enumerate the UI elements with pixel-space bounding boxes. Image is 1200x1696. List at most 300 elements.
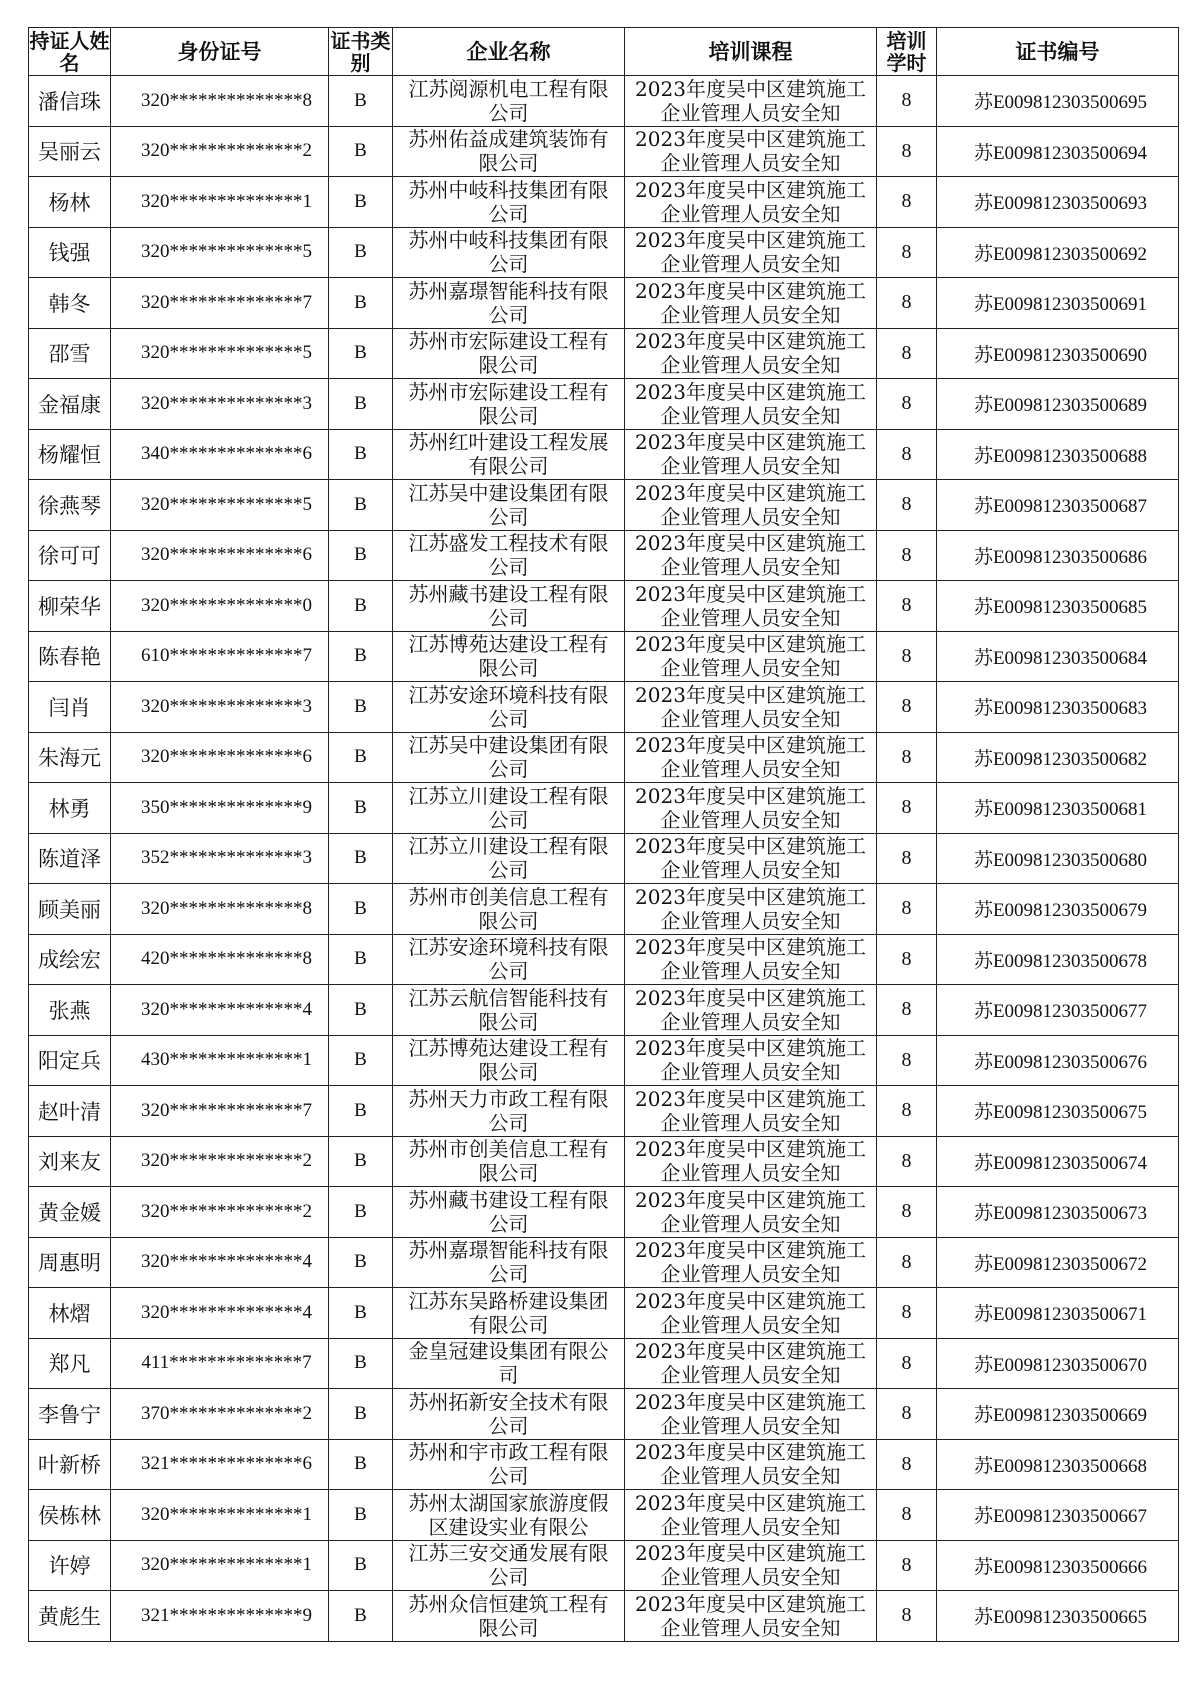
training-hours-cell: 8 bbox=[877, 1439, 937, 1490]
course-cell bbox=[625, 379, 877, 430]
holder-name-cell: 刘来友 bbox=[29, 1136, 111, 1187]
cert-number-cell: 苏E009812303500681 bbox=[937, 783, 1179, 834]
company-name-cell bbox=[393, 480, 625, 531]
table-row bbox=[29, 1086, 1179, 1137]
company-name-cell bbox=[393, 1389, 625, 1440]
holder-name-cell: 吴丽云 bbox=[29, 126, 111, 177]
table-row bbox=[29, 1540, 1179, 1591]
training-hours-cell: 8 bbox=[877, 1540, 937, 1591]
holder-name-cell: 金福康 bbox=[29, 379, 111, 430]
course-cell bbox=[625, 884, 877, 935]
holder-name-cell: 徐可可 bbox=[29, 530, 111, 581]
id-number-cell: 340**************6 bbox=[111, 429, 329, 480]
holder-name-cell: 徐燕琴 bbox=[29, 480, 111, 531]
cert-type-cell: B bbox=[329, 379, 393, 430]
header-company: 企业名称 bbox=[393, 28, 625, 76]
course-cell-text: 2023年度吴中区建筑施工企业管理人员安全知 bbox=[635, 430, 866, 479]
id-number-cell: 610**************7 bbox=[111, 631, 329, 682]
course-cell-text: 2023年度吴中区建筑施工企业管理人员安全知 bbox=[635, 884, 866, 933]
table-row bbox=[29, 631, 1179, 682]
course-cell bbox=[625, 783, 877, 834]
cert-number-cell: 苏E009812303500685 bbox=[937, 581, 1179, 632]
table-row bbox=[29, 833, 1179, 884]
company-name-cell bbox=[393, 328, 625, 379]
id-number-cell: 320**************2 bbox=[111, 1187, 329, 1238]
cert-number-cell: 苏E009812303500684 bbox=[937, 631, 1179, 682]
id-number-cell: 321**************6 bbox=[111, 1439, 329, 1490]
holder-name-cell: 陈道泽 bbox=[29, 833, 111, 884]
cert-type-cell: B bbox=[329, 581, 393, 632]
id-number-cell: 320**************3 bbox=[111, 682, 329, 733]
cert-number-cell: 苏E009812303500694 bbox=[937, 126, 1179, 177]
table-row bbox=[29, 530, 1179, 581]
course-cell bbox=[625, 1035, 877, 1086]
course-cell-text: 2023年度吴中区建筑施工企业管理人员安全知 bbox=[635, 1187, 866, 1236]
table-row bbox=[29, 1338, 1179, 1389]
table-row bbox=[29, 278, 1179, 329]
cert-type-cell: B bbox=[329, 76, 393, 127]
id-number-cell: 320**************4 bbox=[111, 1237, 329, 1288]
course-cell-text: 2023年度吴中区建筑施工企业管理人员安全知 bbox=[635, 985, 866, 1034]
training-hours-cell: 8 bbox=[877, 1288, 937, 1339]
training-hours-cell: 8 bbox=[877, 1591, 937, 1642]
table-row bbox=[29, 328, 1179, 379]
course-cell-text: 2023年度吴中区建筑施工企业管理人员安全知 bbox=[635, 783, 866, 832]
training-hours-cell: 8 bbox=[877, 783, 937, 834]
training-hours-cell: 8 bbox=[877, 530, 937, 581]
holder-name-cell: 顾美丽 bbox=[29, 884, 111, 935]
course-cell-text: 2023年度吴中区建筑施工企业管理人员安全知 bbox=[635, 632, 866, 681]
cert-type-cell: B bbox=[329, 177, 393, 228]
training-hours-cell: 8 bbox=[877, 76, 937, 127]
company-name-cell bbox=[393, 1490, 625, 1541]
company-name-cell bbox=[393, 884, 625, 935]
cert-number-cell: 苏E009812303500683 bbox=[937, 682, 1179, 733]
table-row bbox=[29, 884, 1179, 935]
id-number-cell: 320**************2 bbox=[111, 1136, 329, 1187]
cert-number-cell: 苏E009812303500677 bbox=[937, 985, 1179, 1036]
id-number-cell: 370**************2 bbox=[111, 1389, 329, 1440]
course-cell-text: 2023年度吴中区建筑施工企业管理人员安全知 bbox=[635, 127, 866, 176]
course-cell bbox=[625, 732, 877, 783]
cert-type-cell: B bbox=[329, 682, 393, 733]
company-name-cell bbox=[393, 985, 625, 1036]
course-cell-text: 2023年度吴中区建筑施工企业管理人员安全知 bbox=[635, 177, 866, 226]
training-hours-cell: 8 bbox=[877, 379, 937, 430]
company-name-cell-text: 江苏吴中建设集团有限公司 bbox=[408, 480, 609, 529]
cert-number-cell: 苏E009812303500692 bbox=[937, 227, 1179, 278]
company-name-cell-text: 江苏安途环境科技有限公司 bbox=[408, 682, 609, 731]
training-hours-cell: 8 bbox=[877, 126, 937, 177]
holder-name-cell: 潘信珠 bbox=[29, 76, 111, 127]
course-cell bbox=[625, 1490, 877, 1541]
holder-name-cell: 杨耀恒 bbox=[29, 429, 111, 480]
company-name-cell bbox=[393, 1237, 625, 1288]
table-row bbox=[29, 732, 1179, 783]
holder-name-cell: 赵叶清 bbox=[29, 1086, 111, 1137]
company-name-cell-text: 苏州天力市政工程有限公司 bbox=[408, 1086, 609, 1135]
course-cell-text: 2023年度吴中区建筑施工企业管理人员安全知 bbox=[635, 1238, 866, 1287]
cert-number-cell: 苏E009812303500671 bbox=[937, 1288, 1179, 1339]
id-number-cell: 350**************9 bbox=[111, 783, 329, 834]
company-name-cell bbox=[393, 76, 625, 127]
cert-number-cell: 苏E009812303500670 bbox=[937, 1338, 1179, 1389]
cert-type-cell: B bbox=[329, 1086, 393, 1137]
cert-number-cell: 苏E009812303500676 bbox=[937, 1035, 1179, 1086]
holder-name-cell: 黄金媛 bbox=[29, 1187, 111, 1238]
table-row bbox=[29, 1591, 1179, 1642]
company-name-cell-text: 苏州众信恒建筑工程有限公司 bbox=[408, 1591, 609, 1640]
cert-type-cell: B bbox=[329, 1237, 393, 1288]
course-cell-text: 2023年度吴中区建筑施工企业管理人员安全知 bbox=[635, 1440, 866, 1489]
training-hours-cell: 8 bbox=[877, 227, 937, 278]
company-name-cell-text: 江苏立川建设工程有限公司 bbox=[408, 834, 609, 883]
training-hours-cell: 8 bbox=[877, 328, 937, 379]
company-name-cell bbox=[393, 1187, 625, 1238]
course-cell-text: 2023年度吴中区建筑施工企业管理人员安全知 bbox=[635, 1288, 866, 1337]
cert-number-cell: 苏E009812303500679 bbox=[937, 884, 1179, 935]
id-number-cell: 320**************5 bbox=[111, 480, 329, 531]
cert-type-cell: B bbox=[329, 985, 393, 1036]
holder-name-cell: 林勇 bbox=[29, 783, 111, 834]
training-hours-cell: 8 bbox=[877, 1237, 937, 1288]
company-name-cell bbox=[393, 379, 625, 430]
training-hours-cell: 8 bbox=[877, 884, 937, 935]
cert-number-cell: 苏E009812303500665 bbox=[937, 1591, 1179, 1642]
course-cell bbox=[625, 631, 877, 682]
cert-type-cell: B bbox=[329, 429, 393, 480]
training-hours-cell: 8 bbox=[877, 581, 937, 632]
company-name-cell bbox=[393, 833, 625, 884]
training-hours-cell: 8 bbox=[877, 682, 937, 733]
holder-name-cell: 叶新桥 bbox=[29, 1439, 111, 1490]
holder-name-cell: 黄彪生 bbox=[29, 1591, 111, 1642]
company-name-cell bbox=[393, 1086, 625, 1137]
course-cell-text: 2023年度吴中区建筑施工企业管理人员安全知 bbox=[635, 1389, 866, 1438]
cert-number-cell: 苏E009812303500691 bbox=[937, 278, 1179, 329]
id-number-cell: 320**************0 bbox=[111, 581, 329, 632]
holder-name-cell: 成绘宏 bbox=[29, 934, 111, 985]
cert-type-cell: B bbox=[329, 631, 393, 682]
id-number-cell: 352**************3 bbox=[111, 833, 329, 884]
course-cell bbox=[625, 76, 877, 127]
id-number-cell: 320**************5 bbox=[111, 328, 329, 379]
cert-number-cell: 苏E009812303500688 bbox=[937, 429, 1179, 480]
holder-name-cell: 钱强 bbox=[29, 227, 111, 278]
holder-name-cell: 朱海元 bbox=[29, 732, 111, 783]
course-cell bbox=[625, 227, 877, 278]
table-row bbox=[29, 1237, 1179, 1288]
course-cell bbox=[625, 1086, 877, 1137]
course-cell bbox=[625, 177, 877, 228]
id-number-cell: 320**************2 bbox=[111, 126, 329, 177]
table-row bbox=[29, 934, 1179, 985]
cert-number-cell: 苏E009812303500680 bbox=[937, 833, 1179, 884]
holder-name-cell: 邵雪 bbox=[29, 328, 111, 379]
training-hours-cell: 8 bbox=[877, 278, 937, 329]
course-cell-text: 2023年度吴中区建筑施工企业管理人员安全知 bbox=[635, 682, 866, 731]
table-row bbox=[29, 379, 1179, 430]
table-row bbox=[29, 76, 1179, 127]
training-hours-cell: 8 bbox=[877, 1136, 937, 1187]
id-number-cell: 320**************6 bbox=[111, 530, 329, 581]
company-name-cell bbox=[393, 732, 625, 783]
course-cell-text: 2023年度吴中区建筑施工企业管理人员安全知 bbox=[635, 1490, 866, 1539]
company-name-cell bbox=[393, 1136, 625, 1187]
company-name-cell bbox=[393, 1035, 625, 1086]
course-cell-text: 2023年度吴中区建筑施工企业管理人员安全知 bbox=[635, 278, 866, 327]
company-name-cell bbox=[393, 530, 625, 581]
company-name-cell-text: 苏州嘉璟智能科技有限公司 bbox=[408, 1238, 609, 1287]
cert-number-cell: 苏E009812303500695 bbox=[937, 76, 1179, 127]
cert-type-cell: B bbox=[329, 1490, 393, 1541]
company-name-cell-text: 江苏云航信智能科技有限公司 bbox=[408, 985, 609, 1034]
table-row bbox=[29, 682, 1179, 733]
cert-number-cell: 苏E009812303500689 bbox=[937, 379, 1179, 430]
course-cell bbox=[625, 429, 877, 480]
course-cell-text: 2023年度吴中区建筑施工企业管理人员安全知 bbox=[635, 1137, 866, 1186]
cert-number-cell: 苏E009812303500690 bbox=[937, 328, 1179, 379]
cert-type-cell: B bbox=[329, 1540, 393, 1591]
course-cell bbox=[625, 126, 877, 177]
table-row bbox=[29, 783, 1179, 834]
table-row bbox=[29, 126, 1179, 177]
course-cell bbox=[625, 682, 877, 733]
cert-number-cell: 苏E009812303500668 bbox=[937, 1439, 1179, 1490]
company-name-cell-text: 苏州市宏际建设工程有限公司 bbox=[408, 379, 609, 428]
cert-type-cell: B bbox=[329, 1591, 393, 1642]
training-hours-cell: 8 bbox=[877, 1035, 937, 1086]
company-name-cell bbox=[393, 429, 625, 480]
id-number-cell: 430**************1 bbox=[111, 1035, 329, 1086]
table-row bbox=[29, 1136, 1179, 1187]
company-name-cell bbox=[393, 1288, 625, 1339]
course-cell-text: 2023年度吴中区建筑施工企业管理人员安全知 bbox=[635, 76, 866, 125]
cert-type-cell: B bbox=[329, 278, 393, 329]
course-cell bbox=[625, 1439, 877, 1490]
header-id: 身份证号 bbox=[111, 28, 329, 76]
company-name-cell bbox=[393, 783, 625, 834]
course-cell bbox=[625, 1136, 877, 1187]
holder-name-cell: 闫肖 bbox=[29, 682, 111, 733]
table-row bbox=[29, 1187, 1179, 1238]
id-number-cell: 420**************8 bbox=[111, 934, 329, 985]
cert-type-cell: B bbox=[329, 833, 393, 884]
course-cell bbox=[625, 934, 877, 985]
training-hours-cell: 8 bbox=[877, 732, 937, 783]
company-name-cell bbox=[393, 682, 625, 733]
company-name-cell-text: 金皇冠建设集团有限公司 bbox=[408, 1339, 609, 1388]
cert-type-cell: B bbox=[329, 530, 393, 581]
company-name-cell bbox=[393, 126, 625, 177]
id-number-cell: 320**************1 bbox=[111, 1490, 329, 1541]
id-number-cell: 320**************4 bbox=[111, 1288, 329, 1339]
course-cell bbox=[625, 985, 877, 1036]
company-name-cell-text: 江苏吴中建设集团有限公司 bbox=[408, 733, 609, 782]
company-name-cell-text: 苏州红叶建设工程发展有限公司 bbox=[408, 430, 609, 479]
id-number-cell: 320**************7 bbox=[111, 278, 329, 329]
company-name-cell-text: 苏州藏书建设工程有限公司 bbox=[408, 581, 609, 630]
training-hours-cell: 8 bbox=[877, 1086, 937, 1137]
company-name-cell bbox=[393, 1338, 625, 1389]
id-number-cell: 320**************1 bbox=[111, 177, 329, 228]
company-name-cell-text: 苏州中岐科技集团有限公司 bbox=[408, 177, 609, 226]
training-hours-cell: 8 bbox=[877, 985, 937, 1036]
training-hours-cell: 8 bbox=[877, 833, 937, 884]
cert-type-cell: B bbox=[329, 783, 393, 834]
course-cell bbox=[625, 1338, 877, 1389]
cert-type-cell: B bbox=[329, 1439, 393, 1490]
table-row bbox=[29, 429, 1179, 480]
cert-number-cell: 苏E009812303500686 bbox=[937, 530, 1179, 581]
table-row bbox=[29, 177, 1179, 228]
cert-number-cell: 苏E009812303500666 bbox=[937, 1540, 1179, 1591]
course-cell-text: 2023年度吴中区建筑施工企业管理人员安全知 bbox=[635, 329, 866, 378]
table-row bbox=[29, 1490, 1179, 1541]
header-course: 培训课程 bbox=[625, 28, 877, 76]
holder-name-cell: 郑凡 bbox=[29, 1338, 111, 1389]
id-number-cell: 320**************8 bbox=[111, 76, 329, 127]
training-hours-cell: 8 bbox=[877, 1338, 937, 1389]
holder-name-cell: 侯栋林 bbox=[29, 1490, 111, 1541]
holder-name-cell: 柳荣华 bbox=[29, 581, 111, 632]
cert-number-cell: 苏E009812303500667 bbox=[937, 1490, 1179, 1541]
company-name-cell bbox=[393, 934, 625, 985]
course-cell bbox=[625, 581, 877, 632]
cert-number-cell: 苏E009812303500682 bbox=[937, 732, 1179, 783]
company-name-cell-text: 苏州中岐科技集团有限公司 bbox=[408, 228, 609, 277]
company-name-cell-text: 苏州嘉璟智能科技有限公司 bbox=[408, 278, 609, 327]
table-row bbox=[29, 1389, 1179, 1440]
cert-number-cell: 苏E009812303500669 bbox=[937, 1389, 1179, 1440]
holder-name-cell: 周惠明 bbox=[29, 1237, 111, 1288]
id-number-cell: 320**************5 bbox=[111, 227, 329, 278]
company-name-cell bbox=[393, 1439, 625, 1490]
course-cell-text: 2023年度吴中区建筑施工企业管理人员安全知 bbox=[635, 935, 866, 984]
course-cell bbox=[625, 530, 877, 581]
course-cell-text: 2023年度吴中区建筑施工企业管理人员安全知 bbox=[635, 1036, 866, 1085]
holder-name-cell: 阳定兵 bbox=[29, 1035, 111, 1086]
training-hours-cell: 8 bbox=[877, 1187, 937, 1238]
cert-type-cell: B bbox=[329, 934, 393, 985]
table-row bbox=[29, 1035, 1179, 1086]
course-cell-text: 2023年度吴中区建筑施工企业管理人员安全知 bbox=[635, 1339, 866, 1388]
company-name-cell bbox=[393, 581, 625, 632]
id-number-cell: 411**************7 bbox=[111, 1338, 329, 1389]
company-name-cell-text: 苏州太湖国家旅游度假区建设实业有限公 bbox=[408, 1490, 609, 1539]
holder-name-cell: 张燕 bbox=[29, 985, 111, 1036]
company-name-cell-text: 苏州佑益成建筑装饰有限公司 bbox=[408, 127, 609, 176]
training-hours-cell: 8 bbox=[877, 1490, 937, 1541]
course-cell bbox=[625, 1187, 877, 1238]
holder-name-cell: 杨林 bbox=[29, 177, 111, 228]
cert-type-cell: B bbox=[329, 1338, 393, 1389]
certificate-table bbox=[28, 27, 1179, 1642]
header-row bbox=[29, 28, 1179, 76]
company-name-cell bbox=[393, 1540, 625, 1591]
header-cert: 证书编号 bbox=[937, 28, 1179, 76]
course-cell bbox=[625, 833, 877, 884]
training-hours-cell: 8 bbox=[877, 631, 937, 682]
training-hours-cell: 8 bbox=[877, 934, 937, 985]
cert-type-cell: B bbox=[329, 884, 393, 935]
cert-number-cell: 苏E009812303500693 bbox=[937, 177, 1179, 228]
table-row bbox=[29, 985, 1179, 1036]
course-cell bbox=[625, 1389, 877, 1440]
course-cell bbox=[625, 328, 877, 379]
course-cell bbox=[625, 1288, 877, 1339]
id-number-cell: 320**************3 bbox=[111, 379, 329, 430]
company-name-cell-text: 江苏三安交通发展有限公司 bbox=[408, 1541, 609, 1590]
company-name-cell-text: 苏州市宏际建设工程有限公司 bbox=[408, 329, 609, 378]
id-number-cell: 321**************9 bbox=[111, 1591, 329, 1642]
course-cell-text: 2023年度吴中区建筑施工企业管理人员安全知 bbox=[635, 834, 866, 883]
company-name-cell-text: 江苏安途环境科技有限公司 bbox=[408, 935, 609, 984]
cert-type-cell: B bbox=[329, 126, 393, 177]
company-name-cell-text: 苏州和宇市政工程有限公司 bbox=[408, 1440, 609, 1489]
training-hours-cell: 8 bbox=[877, 480, 937, 531]
company-name-cell-text: 江苏阅源机电工程有限公司 bbox=[408, 76, 609, 125]
course-cell-text: 2023年度吴中区建筑施工企业管理人员安全知 bbox=[635, 480, 866, 529]
company-name-cell-text: 江苏盛发工程技术有限公司 bbox=[408, 531, 609, 580]
course-cell bbox=[625, 1237, 877, 1288]
cert-type-cell: B bbox=[329, 227, 393, 278]
company-name-cell bbox=[393, 227, 625, 278]
course-cell-text: 2023年度吴中区建筑施工企业管理人员安全知 bbox=[635, 531, 866, 580]
course-cell-text: 2023年度吴中区建筑施工企业管理人员安全知 bbox=[635, 1591, 866, 1640]
cert-type-cell: B bbox=[329, 1136, 393, 1187]
cert-type-cell: B bbox=[329, 1035, 393, 1086]
table-row bbox=[29, 227, 1179, 278]
course-cell bbox=[625, 1591, 877, 1642]
cert-number-cell: 苏E009812303500674 bbox=[937, 1136, 1179, 1187]
cert-type-cell: B bbox=[329, 1389, 393, 1440]
cert-type-cell: B bbox=[329, 732, 393, 783]
course-cell-text: 2023年度吴中区建筑施工企业管理人员安全知 bbox=[635, 581, 866, 630]
training-hours-cell: 8 bbox=[877, 1389, 937, 1440]
course-cell-text: 2023年度吴中区建筑施工企业管理人员安全知 bbox=[635, 1541, 866, 1590]
company-name-cell-text: 江苏博苑达建设工程有限公司 bbox=[408, 632, 609, 681]
cert-number-cell: 苏E009812303500687 bbox=[937, 480, 1179, 531]
holder-name-cell: 林熠 bbox=[29, 1288, 111, 1339]
id-number-cell: 320**************7 bbox=[111, 1086, 329, 1137]
training-hours-cell: 8 bbox=[877, 429, 937, 480]
id-number-cell: 320**************6 bbox=[111, 732, 329, 783]
cert-type-cell: B bbox=[329, 328, 393, 379]
company-name-cell bbox=[393, 1591, 625, 1642]
holder-name-cell: 陈春艳 bbox=[29, 631, 111, 682]
company-name-cell-text: 苏州藏书建设工程有限公司 bbox=[408, 1187, 609, 1236]
table-row bbox=[29, 1288, 1179, 1339]
header-type: 证书类别 bbox=[330, 28, 391, 75]
course-cell-text: 2023年度吴中区建筑施工企业管理人员安全知 bbox=[635, 379, 866, 428]
company-name-cell-text: 江苏立川建设工程有限公司 bbox=[408, 783, 609, 832]
course-cell bbox=[625, 278, 877, 329]
company-name-cell bbox=[393, 278, 625, 329]
id-number-cell: 320**************8 bbox=[111, 884, 329, 935]
course-cell bbox=[625, 1540, 877, 1591]
table-row bbox=[29, 581, 1179, 632]
id-number-cell: 320**************1 bbox=[111, 1540, 329, 1591]
holder-name-cell: 许婷 bbox=[29, 1540, 111, 1591]
company-name-cell-text: 江苏博苑达建设工程有限公司 bbox=[408, 1036, 609, 1085]
company-name-cell-text: 苏州拓新安全技术有限公司 bbox=[408, 1389, 609, 1438]
id-number-cell: 320**************4 bbox=[111, 985, 329, 1036]
course-cell-text: 2023年度吴中区建筑施工企业管理人员安全知 bbox=[635, 228, 866, 277]
holder-name-cell: 李鲁宁 bbox=[29, 1389, 111, 1440]
course-cell-text: 2023年度吴中区建筑施工企业管理人员安全知 bbox=[635, 733, 866, 782]
company-name-cell-text: 苏州市创美信息工程有限公司 bbox=[408, 1137, 609, 1186]
